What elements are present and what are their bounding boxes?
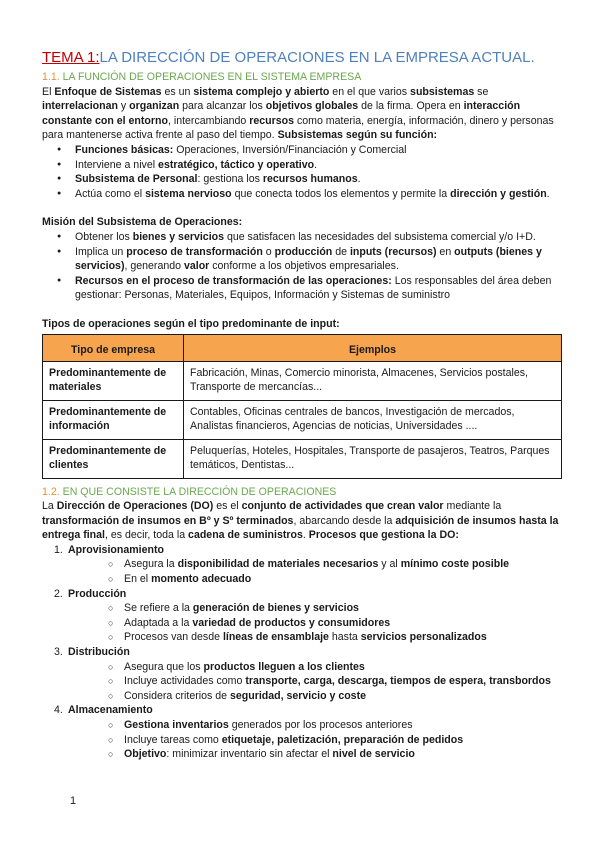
list-item: ○ Objetivo: minimizar inventario sin afectar el nivel de servicio bbox=[68, 747, 562, 762]
mision-list bbox=[42, 230, 562, 303]
document-page bbox=[42, 48, 562, 762]
list-item: ● Interviene a nivel estratégico, táctico y operativo. bbox=[42, 158, 562, 173]
section-1-heading: 1.1. LA FUNCIÓN DE OPERACIONES EN EL SISTEMA EMPRESA bbox=[42, 71, 362, 83]
process-item: 3. Distribución ○ Asegura que los productos lleguen a los clientes ○ Incluye actividades como transporte, carga, descarga, tiempos de espera, transbordos ○ Considera criterios de seguridad, servicio y coste bbox=[42, 645, 562, 703]
row-examples: Fabricación, Minas, Comercio minorista, Almacenes, Servicios postales, Transporte de mercancías... bbox=[184, 361, 562, 400]
list-item: ● Implica un proceso de transformación o producción de inputs (recursos) en outputs (bienes y servicios), generando valor conforme a los objetivos empresariales. bbox=[42, 245, 562, 274]
row-examples: Peluquerías, Hoteles, Hospitales, Transporte de pasajeros, Teatros, Parques temáticos, Dentistas... bbox=[184, 439, 562, 478]
process-item: 2. Producción ○ Se refiere a la generación de bienes y servicios ○ Adaptada a la variedad de productos y consumidores ○ Procesos van desde líneas de ensamblaje hasta servicios personalizados bbox=[42, 587, 562, 645]
section-2-paragraph: La Dirección de Operaciones (DO) es el conjunto de actividades que crean valor mediante la transformación de insumos en Bº y Sº terminados, abarcando desde la adquisición de insumos hasta la entrega final, es decir, toda la cadena de suministros. Procesos que gestiona la DO: bbox=[42, 500, 559, 542]
title-prefix: TEMA 1: bbox=[42, 49, 100, 66]
process-item: 4. Almacenamiento ○ Gestiona inventarios generados por los procesos anteriores ○ Incluye tareas como etiquetaje, paletización, preparación de pedidos ○ Objetivo: minimizar inventario sin afectar el nivel de servicio bbox=[42, 703, 562, 761]
list-item: ○ Adaptada a la variedad de productos y consumidores bbox=[68, 616, 562, 631]
table-row bbox=[43, 361, 562, 400]
list-item: ○ En el momento adecuado bbox=[68, 572, 562, 587]
table-caption: Tipos de operaciones según el tipo predominante de input: bbox=[42, 317, 340, 330]
list-item: ○ Asegura la disponibilidad de materiales necesarios y al mínimo coste posible bbox=[68, 557, 562, 572]
subsystems-list bbox=[42, 143, 562, 201]
list-item: ○ Considera criterios de seguridad, servicio y coste bbox=[68, 689, 562, 704]
list-item: ○ Incluye actividades como transporte, carga, descarga, tiempos de espera, transbordos bbox=[68, 674, 562, 689]
list-item: ● Funciones básicas: Operaciones, Inversión/Financiación y Comercial bbox=[42, 143, 562, 158]
section-2-heading: 1.2. EN QUE CONSISTE LA DIRECCIÓN DE OPERACIONES bbox=[42, 485, 337, 498]
section-1-paragraph: El Enfoque de Sistemas es un sistema complejo y abierto en el que varios subsistemas se interrelacionan y organizan para alcanzar los objetivos globales de la firma. Opera en interacción constante con el entorno, intercambiando recursos como materia, energía, información, dinero y personas para mantenerse activa frente al paso del tiempo. Subsistemas según su función: bbox=[42, 85, 554, 142]
list-item: ○ Incluye tareas como etiquetaje, paletización, preparación de pedidos bbox=[68, 733, 562, 748]
list-item: ● Subsistema de Personal: gestiona los recursos humanos. bbox=[42, 172, 562, 187]
row-type: Predominantemente de clientes bbox=[43, 439, 184, 478]
table-row bbox=[43, 400, 562, 439]
process-item: 1. Aprovisionamiento ○ Asegura la disponibilidad de materiales necesarios y al mínimo coste posible ○ En el momento adecuado bbox=[42, 543, 562, 587]
table-row bbox=[43, 439, 562, 478]
list-item: ● Actúa como el sistema nervioso que conecta todos los elementos y permite la dirección y gestión. bbox=[42, 187, 562, 202]
list-item: ○ Se refiere a la generación de bienes y servicios bbox=[68, 601, 562, 616]
page-number: 1 bbox=[70, 795, 77, 807]
row-type: Predominantemente de información bbox=[43, 400, 184, 439]
mision-heading: Misión del Subsistema de Operaciones: bbox=[42, 216, 243, 229]
list-item: ● Obtener los bienes y servicios que satisfacen las necesidades del subsistema comercial y/o I+D. bbox=[42, 230, 562, 245]
operations-table bbox=[42, 334, 562, 479]
header-ejemplos: Ejemplos bbox=[184, 334, 562, 361]
list-item: ○ Gestiona inventarios generados por los procesos anteriores bbox=[68, 718, 562, 733]
row-type: Predominantemente de materiales bbox=[43, 361, 184, 400]
table-header-row bbox=[43, 334, 562, 361]
document-title bbox=[42, 48, 562, 67]
list-item: ● Recursos en el proceso de transformación de las operaciones: Los responsables del área deben gestionar: Personas, Materiales, Equipos, Información y Sistemas de suministro bbox=[42, 274, 562, 303]
list-item: ○ Procesos van desde líneas de ensamblaje hasta servicios personalizados bbox=[68, 630, 562, 645]
processes-list bbox=[42, 543, 562, 762]
list-item: ○ Asegura que los productos lleguen a los clientes bbox=[68, 660, 562, 675]
row-examples: Contables, Oficinas centrales de bancos, Investigación de mercados, Analistas financieros, Agencias de noticias, Universidades .... bbox=[184, 400, 562, 439]
header-tipo: Tipo de empresa bbox=[43, 334, 184, 361]
title-text: LA DIRECCIÓN DE OPERACIONES EN LA EMPRESA ACTUAL. bbox=[99, 49, 535, 66]
